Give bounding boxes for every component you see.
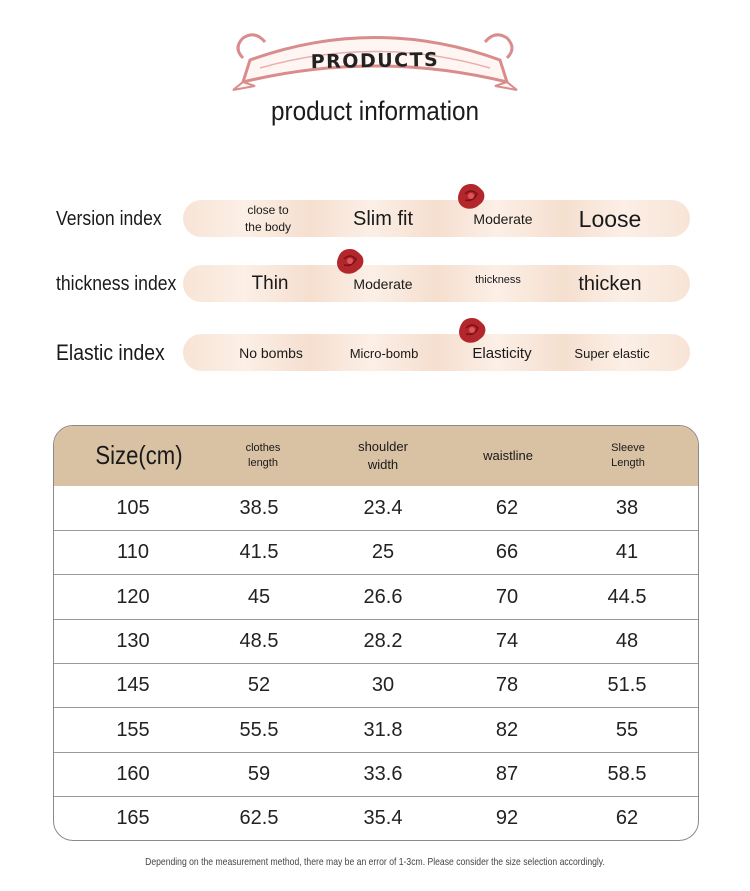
size-table	[53, 425, 699, 841]
table-cell: 35.4	[363, 807, 403, 830]
selected-marker-icon	[334, 247, 366, 277]
option-slim-fit: Slim fit	[353, 207, 413, 230]
table-cell: 160	[116, 762, 150, 785]
option-no-bombs: No bombs	[239, 345, 303, 361]
option-thickness: thickness	[475, 274, 521, 286]
table-row	[54, 619, 698, 664]
table-cell: 41	[615, 541, 639, 564]
option-elasticity: Elasticity	[472, 344, 532, 362]
version-index-label: Version index	[56, 208, 162, 230]
option-moderate: Moderate	[473, 211, 533, 227]
option-loose: Loose	[578, 205, 642, 232]
table-cell: 25	[371, 541, 395, 564]
table-row	[54, 708, 698, 753]
table-cell: 51.5	[607, 674, 647, 697]
table-cell: 62	[495, 497, 519, 519]
table-cell: 62	[615, 807, 639, 830]
option-close-to-body: close to the body	[244, 202, 292, 234]
table-cell: 38.5	[239, 497, 279, 519]
table-cell: 48.5	[239, 629, 279, 652]
table-cell: 45	[247, 585, 271, 608]
table-cell: 62.5	[239, 807, 279, 830]
table-row	[54, 530, 698, 575]
option-thicken: thicken	[578, 272, 642, 295]
table-cell: 155	[116, 718, 150, 741]
table-row	[54, 796, 698, 840]
table-cell: 52	[247, 674, 271, 697]
table-cell: 105	[116, 497, 150, 519]
table-cell: 82	[495, 718, 519, 741]
table-cell: 145	[116, 674, 150, 697]
elastic-index-row	[0, 333, 750, 373]
banner-title: PRODUCTS	[310, 48, 440, 74]
table-cell: 48	[615, 629, 639, 652]
page-subtitle: product information	[270, 96, 480, 126]
option-super-elastic: Super elastic	[574, 345, 650, 361]
table-cell: 87	[495, 762, 519, 785]
option-micro-bomb: Micro-bomb	[349, 345, 419, 361]
selected-marker-icon	[455, 182, 487, 212]
table-cell: 120	[116, 585, 150, 608]
thickness-index-row	[0, 264, 750, 304]
products-banner	[225, 20, 525, 95]
table-cell: 70	[495, 585, 519, 608]
table-cell: 38	[615, 497, 639, 519]
table-cell: 74	[495, 629, 519, 652]
table-row	[54, 575, 698, 620]
header-clothes-length: clothes length	[245, 442, 281, 469]
table-cell: 33.6	[363, 762, 403, 785]
measurement-note: Depending on the measurement method, there may be an error of 1-3cm. Please consider the size selection accordingly.	[145, 856, 605, 868]
thickness-index-label: thickness index	[56, 273, 177, 295]
table-row	[54, 663, 698, 708]
header-shoulder-width: shoulder width	[358, 439, 408, 472]
header-waistline: waistline	[483, 448, 533, 464]
table-cell: 55	[615, 718, 639, 741]
table-cell: 110	[117, 541, 149, 564]
table-cell: 58.5	[607, 762, 647, 785]
table-cell: 165	[116, 807, 150, 830]
table-header	[54, 426, 698, 486]
elastic-index-label: Elastic index	[56, 340, 165, 365]
table-cell: 92	[495, 807, 519, 830]
table-cell: 78	[495, 674, 519, 697]
table-cell: 31.8	[363, 718, 403, 741]
option-moderate: Moderate	[353, 276, 413, 292]
table-cell: 66	[495, 541, 519, 564]
table-row	[54, 752, 698, 797]
table-cell: 30	[371, 674, 395, 697]
table-cell: 59	[247, 762, 271, 785]
table-cell: 23.4	[363, 497, 403, 519]
table-cell: 26.6	[363, 585, 403, 608]
option-thin: Thin	[251, 273, 289, 294]
header-sleeve-length: Sleeve Length	[611, 442, 645, 469]
table-cell: 41.5	[239, 541, 279, 564]
version-index-row	[0, 199, 750, 239]
table-cell: 55.5	[239, 718, 279, 741]
table-cell: 44.5	[607, 585, 647, 608]
table-row	[54, 486, 698, 531]
selected-marker-icon	[456, 316, 488, 346]
table-cell: 28.2	[363, 629, 403, 652]
table-cell: 130	[116, 629, 150, 652]
header-size: Size(cm)	[95, 440, 183, 471]
